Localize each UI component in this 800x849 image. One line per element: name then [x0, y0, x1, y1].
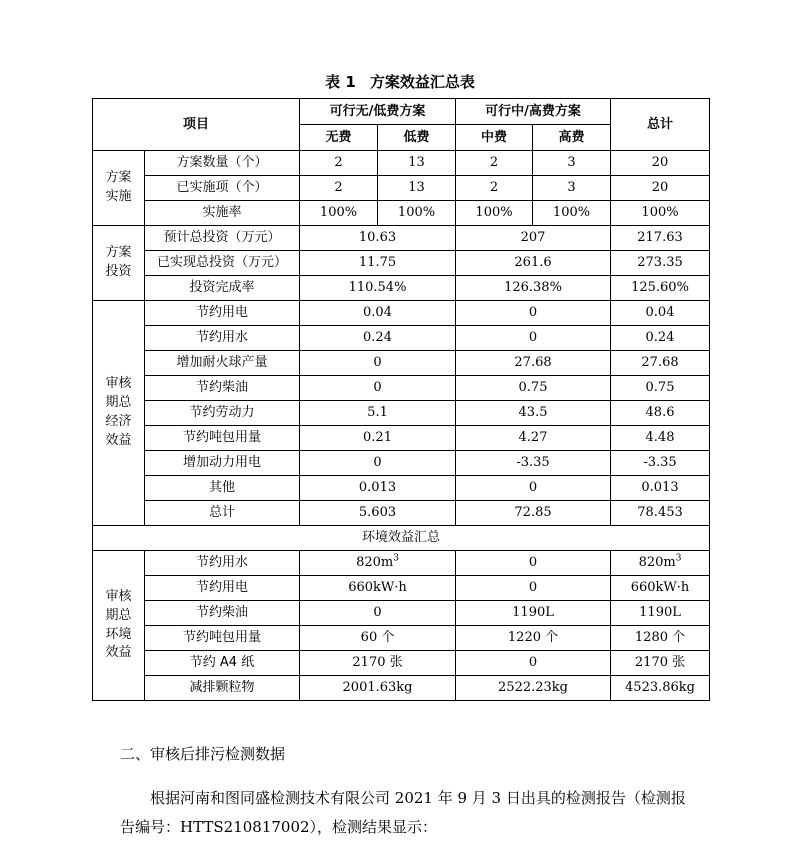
header-row — [93, 99, 710, 125]
section-row — [93, 526, 710, 551]
value-cell: 100% — [378, 201, 456, 226]
value-cell: 20 — [611, 176, 710, 201]
value-cell — [456, 676, 611, 701]
value-text: 5.603 — [358, 505, 397, 521]
table-row — [93, 176, 710, 201]
value-text: 72.85 — [514, 505, 552, 521]
table-row — [93, 226, 710, 251]
value-cell — [456, 476, 611, 501]
value-text: 273.35 — [637, 255, 683, 271]
category-investment-line: 投资 — [105, 264, 132, 279]
table-row — [93, 651, 710, 676]
row-label: 节约柴油 — [145, 376, 300, 401]
table-row — [93, 626, 710, 651]
value-cell: 2 — [300, 151, 378, 176]
value-cell — [456, 351, 611, 376]
value-cell: 13 — [378, 176, 456, 201]
value-cell: 2 — [300, 176, 378, 201]
value-cell — [611, 501, 710, 526]
value-cell — [300, 251, 456, 276]
value-cell — [611, 576, 710, 601]
value-cell — [300, 426, 456, 451]
value-cell — [611, 226, 710, 251]
row-label: 节约 A4 纸 — [145, 651, 300, 676]
value-text: 27.68 — [514, 355, 552, 371]
value-cell — [611, 601, 710, 626]
value-text: 0.21 — [363, 430, 392, 446]
value-cell — [300, 551, 456, 576]
value-cell — [611, 676, 710, 701]
header-low: 低费 — [378, 125, 456, 151]
table-row — [93, 376, 710, 401]
category-economic-benefit-line: 审核 — [105, 376, 132, 392]
category-environment-benefit-line: 期总 — [105, 607, 132, 623]
table-row — [93, 476, 710, 501]
value-cell — [300, 501, 456, 526]
value-text: 0.75 — [645, 380, 675, 396]
value-cell: 100% — [456, 201, 533, 226]
value-cell — [456, 401, 611, 426]
value-text: 0.013 — [358, 480, 397, 496]
unit-superscript: 3 — [675, 553, 682, 564]
table-row — [93, 426, 710, 451]
table-row — [93, 501, 710, 526]
value-cell — [300, 676, 456, 701]
row-label: 方案数量（个） — [145, 151, 300, 176]
value-text: 10.63 — [358, 230, 397, 246]
value-cell — [456, 326, 611, 351]
header-no-cost: 无费 — [300, 125, 378, 151]
value-cell — [300, 601, 456, 626]
value-cell — [456, 626, 611, 651]
value-cell — [611, 326, 710, 351]
value-text: 820m — [356, 555, 394, 571]
category-investment-line: 方案 — [105, 245, 132, 261]
value-text: -3.35 — [643, 455, 677, 471]
value-text: 60 个 — [360, 630, 395, 646]
value-cell — [611, 276, 710, 301]
value-text: 0 — [373, 605, 382, 621]
value-text: 110.54% — [348, 280, 407, 296]
value-cell — [300, 376, 456, 401]
header-item: 项目 — [93, 99, 300, 151]
table-caption — [0, 71, 800, 92]
table-row — [93, 276, 710, 301]
table-row — [93, 326, 710, 351]
value-cell — [456, 601, 611, 626]
header-high-cost: 可行中/高费方案 — [456, 99, 611, 125]
table-row — [93, 201, 710, 226]
row-label: 已实施项（个） — [145, 176, 300, 201]
header-low-cost: 可行无/低费方案 — [300, 99, 456, 125]
value-text: 78.453 — [637, 505, 683, 521]
row-label: 节约用水 — [145, 326, 300, 351]
row-label: 节约用水 — [145, 551, 300, 576]
value-cell: 3 — [533, 176, 611, 201]
value-cell — [456, 226, 611, 251]
value-cell — [456, 576, 611, 601]
value-cell — [456, 501, 611, 526]
value-cell — [611, 301, 710, 326]
value-cell — [611, 451, 710, 476]
value-text: 0.04 — [645, 305, 675, 321]
table-row — [93, 251, 710, 276]
value-text: -3.35 — [516, 455, 550, 471]
value-text: 0.75 — [518, 380, 548, 396]
value-text: 1280 个 — [634, 630, 686, 646]
value-cell — [300, 451, 456, 476]
value-text: 4.48 — [645, 430, 675, 446]
body-paragraph: 根据河南和图同盛检测技术有限公司 2021 年 9 月 3 日出具的检测报告（检测报告编号：HTTS210817002），检测结果显示： — [120, 789, 686, 836]
row-label: 预计总投资（万元） — [145, 226, 300, 251]
value-cell — [611, 626, 710, 651]
row-label: 增加耐火球产量 — [145, 351, 300, 376]
category-investment — [93, 226, 145, 301]
value-cell — [300, 651, 456, 676]
table-row — [93, 451, 710, 476]
row-label: 节约劳动力 — [145, 401, 300, 426]
value-text: 660kW·h — [348, 580, 407, 596]
value-cell — [456, 376, 611, 401]
value-text: 4.27 — [518, 430, 548, 446]
value-text: 4523.86kg — [625, 680, 695, 696]
unit-superscript: 3 — [393, 553, 399, 564]
value-cell: 2 — [456, 176, 533, 201]
table-title: 方案效益汇总表 — [369, 73, 475, 91]
value-text: 0 — [373, 380, 382, 396]
value-cell: 100% — [300, 201, 378, 226]
value-text: 261.6 — [514, 255, 552, 271]
category-implementation-line: 实施 — [105, 189, 132, 204]
value-cell: 100% — [533, 201, 611, 226]
table-number: 表 1 — [325, 73, 356, 91]
value-cell — [456, 276, 611, 301]
header-mid: 中费 — [456, 125, 533, 151]
value-cell — [456, 251, 611, 276]
value-text: 0.013 — [641, 480, 679, 496]
value-cell — [456, 551, 611, 576]
value-cell — [611, 476, 710, 501]
value-cell — [611, 351, 710, 376]
row-label: 实施率 — [145, 201, 300, 226]
row-label: 其他 — [145, 476, 300, 501]
value-text: 5.1 — [367, 405, 388, 421]
value-text: 0 — [373, 455, 382, 471]
value-cell: 3 — [533, 151, 611, 176]
section-heading: 二、审核后排污检测数据 — [120, 745, 286, 763]
category-economic-benefit — [93, 301, 145, 526]
value-cell: 13 — [378, 151, 456, 176]
category-environment-benefit-line: 效益 — [105, 645, 132, 661]
value-text: 0 — [528, 580, 538, 596]
value-cell — [611, 251, 710, 276]
summary-table — [92, 98, 710, 701]
category-environment-benefit-line: 环境 — [105, 626, 132, 642]
value-cell: 20 — [611, 151, 710, 176]
value-text: 126.38% — [504, 280, 562, 296]
value-text: 2170 张 — [634, 655, 686, 671]
value-text: 11.75 — [358, 255, 397, 271]
table-row — [93, 401, 710, 426]
category-economic-benefit-line: 效益 — [105, 432, 132, 448]
value-cell — [456, 301, 611, 326]
value-cell — [300, 226, 456, 251]
value-text: 217.63 — [637, 230, 683, 246]
category-environment-benefit-line: 审核 — [105, 588, 132, 604]
value-cell — [611, 551, 710, 576]
value-text: 27.68 — [641, 355, 679, 371]
value-text: 1190L — [639, 605, 681, 621]
value-cell — [300, 476, 456, 501]
value-cell — [300, 276, 456, 301]
value-text: 2522.23kg — [498, 680, 568, 696]
row-label: 节约柴油 — [145, 601, 300, 626]
value-text: 0 — [373, 355, 382, 371]
category-implementation — [93, 151, 145, 226]
value-text: 660kW·h — [630, 580, 690, 596]
value-cell — [611, 426, 710, 451]
value-cell — [456, 426, 611, 451]
value-text: 0 — [528, 305, 538, 321]
value-text: 0 — [528, 480, 538, 496]
row-label: 节约吨包用量 — [145, 626, 300, 651]
row-label: 投资完成率 — [145, 276, 300, 301]
value-cell — [456, 651, 611, 676]
value-text: 1220 个 — [507, 630, 559, 646]
category-economic-benefit-line: 期总 — [105, 395, 132, 411]
value-cell — [300, 301, 456, 326]
value-cell — [300, 401, 456, 426]
env-section-title: 环境效益汇总 — [93, 526, 710, 551]
value-text: 0.24 — [363, 330, 392, 346]
value-text: 2001.63kg — [342, 680, 413, 696]
value-cell — [300, 351, 456, 376]
value-cell: 2 — [456, 151, 533, 176]
category-economic-benefit-line: 经济 — [105, 414, 132, 429]
value-cell — [300, 626, 456, 651]
row-label: 节约用电 — [145, 301, 300, 326]
value-text: 0 — [528, 655, 538, 671]
row-label: 已实现总投资（万元） — [145, 251, 300, 276]
value-cell — [300, 326, 456, 351]
value-text: 207 — [520, 230, 546, 246]
category-environment-benefit — [93, 551, 145, 701]
row-label: 节约吨包用量 — [145, 426, 300, 451]
row-label: 减排颗粒物 — [145, 676, 300, 701]
header-high: 高费 — [533, 125, 611, 151]
table-row — [93, 151, 710, 176]
value-text: 0 — [528, 330, 538, 346]
table-row — [93, 601, 710, 626]
table-row — [93, 551, 710, 576]
category-implementation-line: 方案 — [105, 170, 132, 186]
value-text: 125.60% — [631, 280, 689, 296]
value-text: 48.6 — [645, 405, 675, 421]
value-text: 0.24 — [645, 330, 675, 346]
table-row — [93, 351, 710, 376]
value-cell — [456, 451, 611, 476]
value-cell — [611, 401, 710, 426]
header-total: 总计 — [611, 99, 710, 151]
value-text: 0 — [528, 555, 538, 571]
value-cell — [611, 651, 710, 676]
value-text: 0.04 — [363, 305, 392, 321]
value-cell — [611, 376, 710, 401]
value-cell — [300, 576, 456, 601]
table-row — [93, 676, 710, 701]
value-text: 43.5 — [518, 405, 548, 421]
value-text: 2170 张 — [352, 655, 403, 671]
value-cell: 100% — [611, 201, 710, 226]
row-label: 增加动力用电 — [145, 451, 300, 476]
value-text: 1190L — [512, 605, 554, 621]
value-text: 820m — [638, 555, 676, 571]
table-row — [93, 301, 710, 326]
row-label: 总计 — [145, 501, 300, 526]
row-label: 节约用电 — [145, 576, 300, 601]
table-row — [93, 576, 710, 601]
